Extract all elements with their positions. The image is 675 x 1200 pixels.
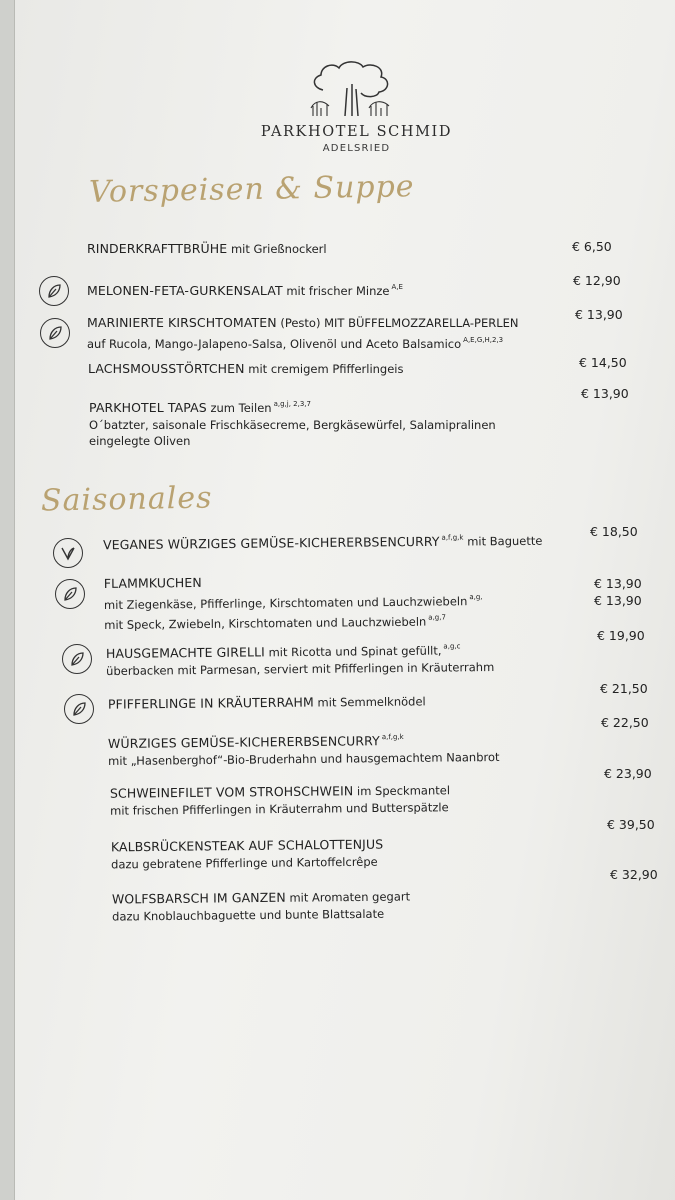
menu-card [14, 0, 675, 1200]
item-price: € 6,50 [572, 239, 612, 254]
item-price: € 14,50 [579, 355, 627, 370]
vegetarian-leaf-icon [39, 276, 69, 306]
menu-item: PARKHOTEL TAPAS zum Teilen $^{a,g,j, 2,3,7}$ O´batzter, saisonale Frischkäsecreme, Bergkäsewürfel, Salamipralinen eingelegte Oliven [89, 400, 496, 448]
menu-item: HAUSGEMACHTE GIRELLI mit Ricotta und Spinat gefüllt, $^{a,g,c}$ überbacken mit Parmesan, serviert mit Pfifferlingen in Kräuterrahm [105, 642, 495, 678]
item-price-2: € 13,90 [594, 593, 642, 608]
section-title-vorspeisen: Vorspeisen & Suppe [88, 169, 415, 210]
vegetarian-leaf-icon [40, 318, 70, 348]
item-price: € 22,50 [601, 715, 649, 730]
menu-item: KALBSRÜCKENSTEAK AUF SCHALOTTENJUS dazu gebratene Pfifferlinge und Kartoffelcrêpe [110, 836, 384, 871]
vegetarian-leaf-icon [62, 644, 92, 674]
vegetarian-leaf-icon [64, 694, 94, 724]
vegan-v-icon [53, 538, 83, 568]
menu-item: MELONEN-FETA-GURKENSALAT mit frischer Minze $^{A,E}$ [87, 283, 403, 298]
menu-item: LACHSMOUSSTÖRTCHEN mit cremigem Pfifferlingeis [88, 361, 404, 376]
vegetarian-leaf-icon [55, 579, 85, 609]
item-price: € 39,50 [607, 817, 655, 832]
menu-item: PFIFFERLINGE IN KRÄUTERRAHM mit Semmelknödel [107, 694, 426, 712]
item-price: € 19,90 [597, 628, 645, 643]
section-title-saisonales: Saisonales [40, 480, 213, 519]
menu-item: FLAMMKUCHEN mit Ziegenkäse, Pfifferlinge, Kirschtomaten und Lauchzwiebeln $^{a,g,}$ mit Speck, Zwiebeln, Kirschtomaten und Lauchzwiebeln $^{a,g,7}$ [103, 574, 483, 632]
item-price: € 23,90 [604, 766, 652, 781]
hotel-location: ADELSRIED [322, 143, 391, 154]
menu-item: VEGANES WÜRZIGES GEMÜSE-KICHERERBSENCURRY $^{a,f,g,k}$ mit Baguette [102, 533, 543, 553]
item-price: € 12,90 [573, 273, 621, 288]
item-price: € 13,90 [575, 307, 623, 322]
item-price: € 32,90 [610, 867, 658, 882]
item-price: € 21,50 [600, 681, 648, 696]
item-price: € 13,90 [581, 386, 629, 401]
item-price: € 18,50 [590, 524, 638, 539]
menu-item: WÜRZIGES GEMÜSE-KICHERERBSENCURRY $^{a,f,g,k}$ mit „Hasenberghof“-Bio-Bruderhahn und hausgemachtem Naanbrot [107, 732, 500, 768]
menu-item: WOLFSBARSCH IM GANZEN mit Aromaten gegart dazu Knoblauchbaguette und bunte Blattsalate [111, 889, 411, 924]
menu-item: MARINIERTE KIRSCHTOMATEN (Pesto) MIT BÜFFELMOZZARELLA-PERLEN auf Rucola, Mango-Jalapeno-Salsa, Olivenöl und Aceto Balsamico $^{A,E,G,H,2,3}$ [87, 315, 519, 351]
item-price: € 13,90 [594, 576, 642, 591]
tree-logo-icon [305, 58, 400, 120]
hotel-name: PARKHOTEL SCHMID [260, 124, 453, 140]
menu-item: SCHWEINEFILET VOM STROHSCHWEIN im Speckmantel mit frischen Pfifferlingen in Kräuterrahm und Butterspätzle [109, 783, 451, 818]
menu-item: RINDERKRAFTTBRÜHE mit Grießnockerl [87, 241, 327, 256]
